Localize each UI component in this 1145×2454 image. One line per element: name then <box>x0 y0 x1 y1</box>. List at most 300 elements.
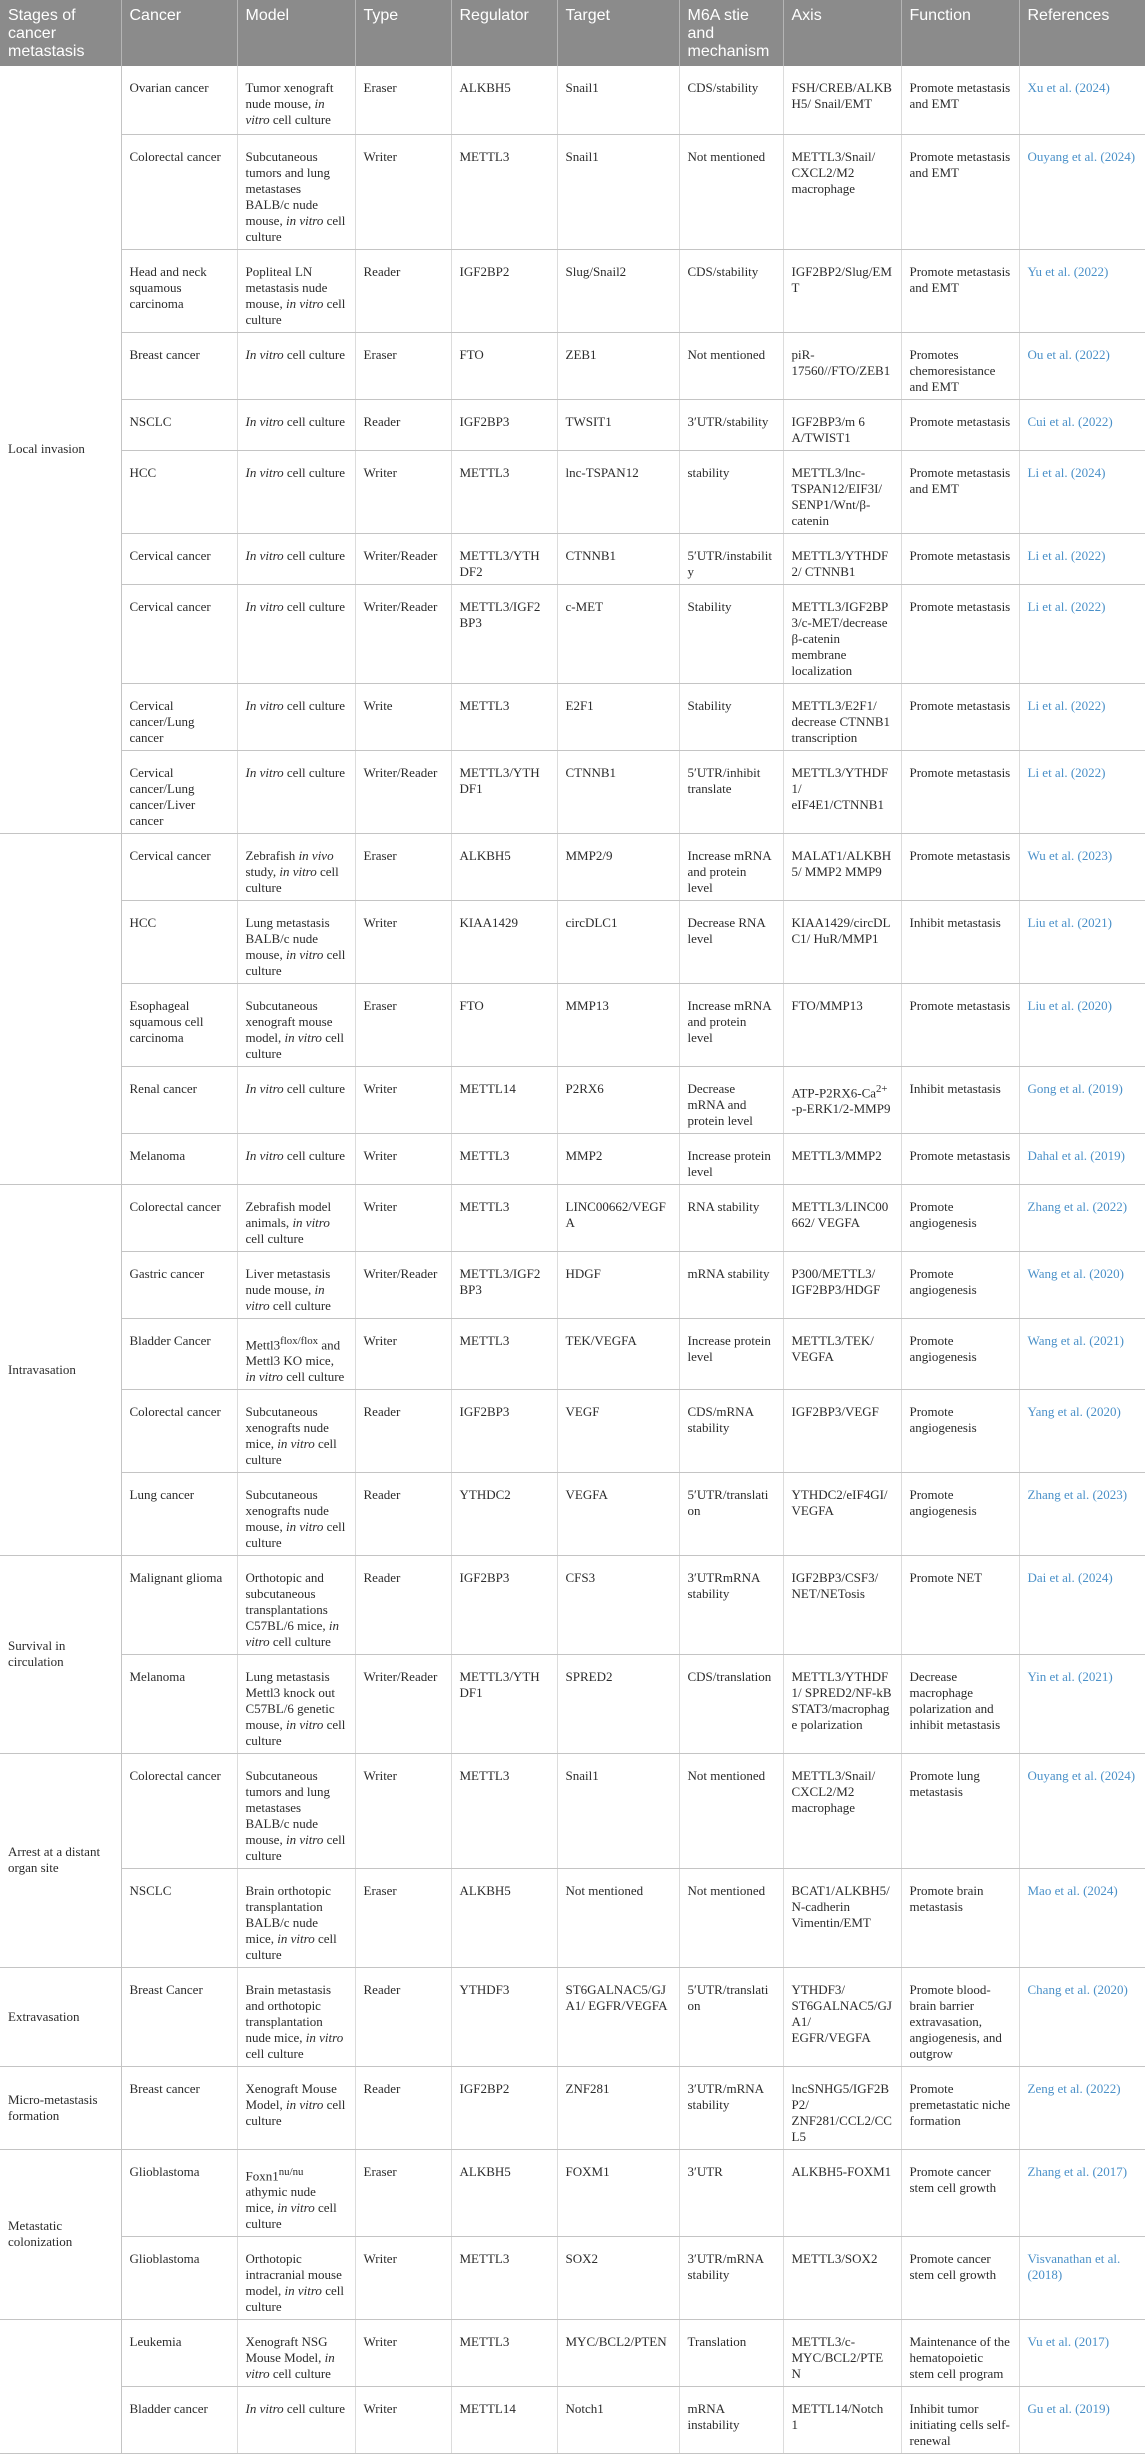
table-row <box>0 450 1145 533</box>
reference-link[interactable]: Yu et al. (2022) <box>1019 249 1145 332</box>
mechanism-cell: 3′UTR/mRNA stability <box>679 2066 783 2149</box>
regulator-cell: IGF2BP3 <box>451 1555 557 1654</box>
reference-link[interactable]: Liu et al. (2020) <box>1019 983 1145 1066</box>
function-cell: Maintenance of the hematopoietic stem cell program <box>901 2320 1019 2387</box>
target-cell: MYC/BCL2/PTEN <box>557 2320 679 2387</box>
header-row <box>0 0 1145 66</box>
cancer-cell: Breast cancer <box>121 332 237 399</box>
axis-cell: METTL3/c-MYC/BCL2/PTEN <box>783 2320 901 2387</box>
header-function: Function <box>901 0 1019 66</box>
cancer-cell: Colorectal cancer <box>121 1184 237 1251</box>
function-cell: Promote metastasis <box>901 683 1019 750</box>
regulator-cell: IGF2BP2 <box>451 249 557 332</box>
type-cell: Reader <box>355 2066 451 2149</box>
model-cell: Lung metastasis BALB/c nude mouse, in vitro cell culture <box>237 900 355 983</box>
model-cell: In vitro cell culture <box>237 750 355 833</box>
table-row <box>0 1868 1145 1967</box>
target-cell: MMP2/9 <box>557 833 679 900</box>
mechanism-cell: 3′UTR/mRNA stability <box>679 2237 783 2320</box>
axis-cell: METTL3/MMP2 <box>783 1133 901 1184</box>
table-row <box>0 134 1145 249</box>
header-regulator: Regulator <box>451 0 557 66</box>
target-cell: ZNF281 <box>557 2066 679 2149</box>
stage-cell: Intravasation <box>0 1184 121 1555</box>
axis-cell: METTL3/SOX2 <box>783 2237 901 2320</box>
regulator-cell: METTL14 <box>451 2387 557 2454</box>
regulator-cell: ALKBH5 <box>451 1868 557 1967</box>
reference-link[interactable]: Yang et al. (2020) <box>1019 1389 1145 1472</box>
mechanism-cell: Increase mRNA and protein level <box>679 983 783 1066</box>
mechanism-cell: 3′UTR/stability <box>679 399 783 450</box>
function-cell: Promote blood-brain barrier extravasation, angiogenesis, and outgrow <box>901 1967 1019 2066</box>
reference-link[interactable]: Ouyang et al. (2024) <box>1019 134 1145 249</box>
type-cell: Writer <box>355 1133 451 1184</box>
stage-cell <box>0 2320 121 2454</box>
type-cell: Writer <box>355 2320 451 2387</box>
regulator-cell: METTL3 <box>451 134 557 249</box>
model-cell: In vitro cell culture <box>237 1133 355 1184</box>
function-cell: Inhibit metastasis <box>901 900 1019 983</box>
table-row <box>0 1184 1145 1251</box>
target-cell: Snail1 <box>557 66 679 134</box>
function-cell: Inhibit tumor initiating cells self-renewal <box>901 2387 1019 2454</box>
type-cell: Reader <box>355 249 451 332</box>
axis-cell: METTL3/YTHDF1/ SPRED2/NF-kB STAT3/macrophage polarization <box>783 1654 901 1753</box>
reference-link[interactable]: Zhang et al. (2017) <box>1019 2149 1145 2236</box>
model-cell: Tumor xenograft nude mouse, in vitro cell culture <box>237 66 355 134</box>
axis-cell: IGF2BP3/m 6 A/TWIST1 <box>783 399 901 450</box>
cancer-cell: Cervical cancer <box>121 833 237 900</box>
target-cell: HDGF <box>557 1251 679 1318</box>
table-row <box>0 983 1145 1066</box>
table-row <box>0 900 1145 983</box>
target-cell: Snail1 <box>557 134 679 249</box>
model-cell: In vitro cell culture <box>237 332 355 399</box>
reference-link[interactable]: Yin et al. (2021) <box>1019 1654 1145 1753</box>
table-row <box>0 584 1145 683</box>
model-cell: Xenograft Mouse Model, in vitro cell culture <box>237 2066 355 2149</box>
table-row <box>0 750 1145 833</box>
type-cell: Writer <box>355 2237 451 2320</box>
stage-cell: Micro-metastasis formation <box>0 2066 121 2149</box>
regulator-cell: METTL3/YTHDF1 <box>451 1654 557 1753</box>
target-cell: CTNNB1 <box>557 533 679 584</box>
reference-link[interactable]: Chang et al. (2020) <box>1019 1967 1145 2066</box>
target-cell: P2RX6 <box>557 1066 679 1133</box>
header-model: Model <box>237 0 355 66</box>
table-row <box>0 1555 1145 1654</box>
function-cell: Promote metastasis <box>901 750 1019 833</box>
function-cell: Promote metastasis <box>901 983 1019 1066</box>
target-cell: TWSIT1 <box>557 399 679 450</box>
cancer-cell: Cervical cancer/Lung cancer/Liver cancer <box>121 750 237 833</box>
target-cell: Snail1 <box>557 1753 679 1868</box>
stage-cell: Metastatic colonization <box>0 2149 121 2319</box>
header-references: References <box>1019 0 1145 66</box>
type-cell: Reader <box>355 1967 451 2066</box>
reference-link[interactable]: Visvanathan et al. (2018) <box>1019 2237 1145 2320</box>
model-cell: $Foxn1^{nu/nu}$ athymic nude mice, in vitro cell culture <box>237 2149 355 2236</box>
regulator-cell: METTL3 <box>451 1133 557 1184</box>
table-row <box>0 1251 1145 1318</box>
cancer-cell: NSCLC <box>121 1868 237 1967</box>
type-cell: Eraser <box>355 2149 451 2236</box>
reference-link[interactable]: Li et al. (2024) <box>1019 450 1145 533</box>
type-cell: Eraser <box>355 833 451 900</box>
mechanism-cell: 5′UTR/translation <box>679 1967 783 2066</box>
regulator-cell: METTL3 <box>451 450 557 533</box>
model-cell: In vitro cell culture <box>237 584 355 683</box>
cancer-cell: Bladder cancer <box>121 2387 237 2454</box>
type-cell: Write <box>355 683 451 750</box>
axis-cell: IGF2BP3/CSF3/ NET/NETosis <box>783 1555 901 1654</box>
axis-cell: METTL3/E2F1/ decrease CTNNB1 transcription <box>783 683 901 750</box>
model-cell: In vitro cell culture <box>237 2387 355 2454</box>
axis-cell: FSH/CREB/ALKBH5/ Snail/EMT <box>783 66 901 134</box>
model-cell: In vitro cell culture <box>237 1066 355 1133</box>
function-cell: Promote metastasis and EMT <box>901 134 1019 249</box>
function-cell: Promote metastasis <box>901 584 1019 683</box>
cancer-cell: Ovarian cancer <box>121 66 237 134</box>
axis-cell: ALKBH5-FOXM1 <box>783 2149 901 2236</box>
stage-cell: Local invasion <box>0 66 121 833</box>
cancer-cell: NSCLC <box>121 399 237 450</box>
reference-link[interactable]: Li et al. (2022) <box>1019 584 1145 683</box>
function-cell: Promote angiogenesis <box>901 1184 1019 1251</box>
type-cell: Writer <box>355 1066 451 1133</box>
axis-cell: METTL3/Snail/ CXCL2/M2 macrophage <box>783 1753 901 1868</box>
table-row <box>0 1967 1145 2066</box>
function-cell: Promote metastasis <box>901 833 1019 900</box>
cancer-cell: Cervical cancer <box>121 533 237 584</box>
type-cell: Writer/Reader <box>355 584 451 683</box>
cancer-cell: Glioblastoma <box>121 2149 237 2236</box>
reference-link[interactable]: Ou et al. (2022) <box>1019 332 1145 399</box>
model-cell: Zebrafish in vivo study, in vitro cell culture <box>237 833 355 900</box>
mechanism-cell: 3′UTR <box>679 2149 783 2236</box>
type-cell: Writer <box>355 1318 451 1389</box>
model-cell: Zebrafish model animals, in vitro cell culture <box>237 1184 355 1251</box>
reference-link[interactable]: Xu et al. (2024) <box>1019 66 1145 134</box>
type-cell: Writer/Reader <box>355 1251 451 1318</box>
reference-link[interactable]: Liu et al. (2021) <box>1019 900 1145 983</box>
axis-cell: METTL3/IGF2BP3/c-MET/decrease β-catenin membrane localization <box>783 584 901 683</box>
mechanism-cell: Not mentioned <box>679 332 783 399</box>
type-cell: Writer <box>355 134 451 249</box>
mechanism-cell: CDS/stability <box>679 66 783 134</box>
reference-link[interactable]: Zhang et al. (2022) <box>1019 1184 1145 1251</box>
reference-link[interactable]: Zeng et al. (2022) <box>1019 2066 1145 2149</box>
reference-link[interactable]: Ouyang et al. (2024) <box>1019 1753 1145 1868</box>
regulator-cell: FTO <box>451 983 557 1066</box>
target-cell: circDLC1 <box>557 900 679 983</box>
function-cell: Promote metastasis and EMT <box>901 249 1019 332</box>
type-cell: Writer <box>355 2387 451 2454</box>
target-cell: Notch1 <box>557 2387 679 2454</box>
function-cell: Promote angiogenesis <box>901 1251 1019 1318</box>
regulator-cell: FTO <box>451 332 557 399</box>
cancer-cell: Glioblastoma <box>121 2237 237 2320</box>
function-cell: Promotes chemoresistance and EMT <box>901 332 1019 399</box>
function-cell: Inhibit metastasis <box>901 1066 1019 1133</box>
regulator-cell: METTL3 <box>451 1753 557 1868</box>
table-row <box>0 1318 1145 1389</box>
cancer-cell: Renal cancer <box>121 1066 237 1133</box>
target-cell: MMP13 <box>557 983 679 1066</box>
mechanism-cell: mRNA instability <box>679 2387 783 2454</box>
type-cell: Writer <box>355 1184 451 1251</box>
regulator-cell: METTL14 <box>451 1066 557 1133</box>
cancer-cell: Colorectal cancer <box>121 1753 237 1868</box>
model-cell: Orthotopic intracranial mouse model, in vitro cell culture <box>237 2237 355 2320</box>
function-cell: Promote angiogenesis <box>901 1318 1019 1389</box>
type-cell: Writer <box>355 900 451 983</box>
axis-cell: METTL14/Notch 1 <box>783 2387 901 2454</box>
type-cell: Writer/Reader <box>355 750 451 833</box>
type-cell: Reader <box>355 399 451 450</box>
mechanism-cell: CDS/translation <box>679 1654 783 1753</box>
reference-link[interactable]: Dai et al. (2024) <box>1019 1555 1145 1654</box>
reference-link[interactable]: Mao et al. (2024) <box>1019 1868 1145 1967</box>
axis-cell: YTHDC2/eIF4GI/ VEGFA <box>783 1472 901 1555</box>
mechanism-cell: 5′UTR/translation <box>679 1472 783 1555</box>
cancer-cell: Breast cancer <box>121 2066 237 2149</box>
reference-link[interactable]: Dahal et al. (2019) <box>1019 1133 1145 1184</box>
model-cell: Subcutaneous tumors and lung metastases BALB/c nude mouse, in vitro cell culture <box>237 134 355 249</box>
function-cell: Promote metastasis and EMT <box>901 66 1019 134</box>
cancer-cell: HCC <box>121 900 237 983</box>
regulator-cell: IGF2BP3 <box>451 1389 557 1472</box>
axis-cell: BCAT1/ALKBH5/N-cadherin Vimentin/EMT <box>783 1868 901 1967</box>
cancer-cell: Cervical cancer <box>121 584 237 683</box>
regulator-cell: METTL3/YTHDF1 <box>451 750 557 833</box>
header-mechanism: M6A stie and mechanism <box>679 0 783 66</box>
regulator-cell: KIAA1429 <box>451 900 557 983</box>
reference-link[interactable]: Gong et al. (2019) <box>1019 1066 1145 1133</box>
table-row <box>0 2237 1145 2320</box>
axis-cell: FTO/MMP13 <box>783 983 901 1066</box>
mechanism-cell: Decrease RNA level <box>679 900 783 983</box>
regulator-cell: ALKBH5 <box>451 66 557 134</box>
table-row <box>0 2387 1145 2454</box>
model-cell: Subcutaneous xenografts nude mice, in vitro cell culture <box>237 1389 355 1472</box>
target-cell: VEGFA <box>557 1472 679 1555</box>
table-row <box>0 2149 1145 2236</box>
model-cell: Subcutaneous xenograft mouse model, in vitro cell culture <box>237 983 355 1066</box>
table-row <box>0 1472 1145 1555</box>
target-cell: E2F1 <box>557 683 679 750</box>
regulator-cell: YTHDF3 <box>451 1967 557 2066</box>
mechanism-cell: mRNA stability <box>679 1251 783 1318</box>
mechanism-cell: Translation <box>679 2320 783 2387</box>
target-cell: SPRED2 <box>557 1654 679 1753</box>
target-cell: SOX2 <box>557 2237 679 2320</box>
table-row <box>0 2066 1145 2149</box>
type-cell: Eraser <box>355 1868 451 1967</box>
function-cell: Promote angiogenesis <box>901 1389 1019 1472</box>
target-cell: lnc-TSPAN12 <box>557 450 679 533</box>
target-cell: Slug/Snail2 <box>557 249 679 332</box>
function-cell: Promote NET <box>901 1555 1019 1654</box>
function-cell: Promote premetastatic niche formation <box>901 2066 1019 2149</box>
cancer-cell: Cervical cancer/Lung cancer <box>121 683 237 750</box>
mechanism-cell: RNA stability <box>679 1184 783 1251</box>
header-stage: Stages of cancer metastasis <box>0 0 121 66</box>
cancer-cell: HCC <box>121 450 237 533</box>
stage-cell: Extravasation <box>0 1967 121 2066</box>
mechanism-cell: CDS/mRNA stability <box>679 1389 783 1472</box>
target-cell: CTNNB1 <box>557 750 679 833</box>
table-row <box>0 1066 1145 1133</box>
function-cell: Promote cancer stem cell growth <box>901 2149 1019 2236</box>
reference-link[interactable]: Wang et al. (2020) <box>1019 1251 1145 1318</box>
type-cell: Writer/Reader <box>355 533 451 584</box>
reference-link[interactable]: Li et al. (2022) <box>1019 750 1145 833</box>
function-cell: Promote brain metastasis <box>901 1868 1019 1967</box>
axis-cell: IGF2BP2/Slug/EMT <box>783 249 901 332</box>
mechanism-cell: Stability <box>679 683 783 750</box>
type-cell: Writer/Reader <box>355 1654 451 1753</box>
table-row <box>0 249 1145 332</box>
axis-cell: METTL3/YTHDF2/ CTNNB1 <box>783 533 901 584</box>
function-cell: Promote metastasis <box>901 1133 1019 1184</box>
model-cell: Brain metastasis and orthotopic transplantation nude mice, in vitro cell culture <box>237 1967 355 2066</box>
reference-link[interactable]: Wu et al. (2023) <box>1019 833 1145 900</box>
header-cancer: Cancer <box>121 0 237 66</box>
target-cell: MMP2 <box>557 1133 679 1184</box>
axis-cell: METTL3/Snail/ CXCL2/M2 macrophage <box>783 134 901 249</box>
table-row <box>0 66 1145 134</box>
axis-cell: KIAA1429/circDLC1/ HuR/MMP1 <box>783 900 901 983</box>
header-axis: Axis <box>783 0 901 66</box>
cancer-cell: Esophageal squamous cell carcinoma <box>121 983 237 1066</box>
type-cell: Reader <box>355 1555 451 1654</box>
model-cell: Brain orthotopic transplantation BALB/c nude mice, in vitro cell culture <box>237 1868 355 1967</box>
model-cell: Liver metastasis nude mouse, in vitro cell culture <box>237 1251 355 1318</box>
regulator-cell: METTL3 <box>451 683 557 750</box>
model-cell: Subcutaneous xenografts nude mouse, in vitro cell culture <box>237 1472 355 1555</box>
axis-cell: METTL3/TEK/ VEGFA <box>783 1318 901 1389</box>
type-cell: Writer <box>355 450 451 533</box>
stage-cell: Arrest at a distant organ site <box>0 1753 121 1967</box>
regulator-cell: METTL3/IGF2BP3 <box>451 1251 557 1318</box>
model-cell: In vitro cell culture <box>237 683 355 750</box>
regulator-cell: IGF2BP2 <box>451 2066 557 2149</box>
table-header <box>0 0 1145 66</box>
regulator-cell: METTL3 <box>451 1318 557 1389</box>
axis-cell: MALAT1/ALKBH5/ MMP2 MMP9 <box>783 833 901 900</box>
cancer-cell: Melanoma <box>121 1654 237 1753</box>
cancer-cell: Malignant glioma <box>121 1555 237 1654</box>
type-cell: Reader <box>355 1389 451 1472</box>
function-cell: Promote lung metastasis <box>901 1753 1019 1868</box>
mechanism-cell: Increase mRNA and protein level <box>679 833 783 900</box>
axis-cell: IGF2BP3/VEGF <box>783 1389 901 1472</box>
model-cell: Popliteal LN metastasis nude mouse, in vitro cell culture <box>237 249 355 332</box>
model-cell: Xenograft NSG Mouse Model, in vitro cell culture <box>237 2320 355 2387</box>
cancer-cell: Melanoma <box>121 1133 237 1184</box>
table-body <box>0 66 1145 2454</box>
mechanism-cell: CDS/stability <box>679 249 783 332</box>
cancer-cell: Leukemia <box>121 2320 237 2387</box>
model-cell: In vitro cell culture <box>237 533 355 584</box>
target-cell: ST6GALNAC5/GJA1/ EGFR/VEGFA <box>557 1967 679 2066</box>
target-cell: c-MET <box>557 584 679 683</box>
axis-cell: YTHDF3/ ST6GALNAC5/GJA1/ EGFR/VEGFA <box>783 1967 901 2066</box>
header-target: Target <box>557 0 679 66</box>
axis-cell: lncSNHG5/IGF2BP2/ ZNF281/CCL2/CCL5 <box>783 2066 901 2149</box>
function-cell: Promote metastasis <box>901 533 1019 584</box>
table-row <box>0 332 1145 399</box>
function-cell: Promote angiogenesis <box>901 1472 1019 1555</box>
table-row <box>0 533 1145 584</box>
model-cell: In vitro cell culture <box>237 399 355 450</box>
regulator-cell: METTL3/IGF2BP3 <box>451 584 557 683</box>
reference-link[interactable]: Zhang et al. (2023) <box>1019 1472 1145 1555</box>
cancer-cell: Breast Cancer <box>121 1967 237 2066</box>
cancer-cell: Gastric cancer <box>121 1251 237 1318</box>
model-cell: Lung metastasis Mettl3 knock out C57BL/6 genetic mouse, in vitro cell culture <box>237 1654 355 1753</box>
axis-cell: METTL3/LINC00662/ VEGFA <box>783 1184 901 1251</box>
reference-link[interactable]: Li et al. (2022) <box>1019 533 1145 584</box>
cancer-cell: Colorectal cancer <box>121 1389 237 1472</box>
mechanism-cell: 5′UTR/instability <box>679 533 783 584</box>
axis-cell: METTL3/lnc-TSPAN12/EIF3I/ SENP1/Wnt/β-catenin <box>783 450 901 533</box>
table-row <box>0 1654 1145 1753</box>
cancer-cell: Bladder Cancer <box>121 1318 237 1389</box>
type-cell: Eraser <box>355 332 451 399</box>
axis-cell: piR-17560//FTO/ZEB1 <box>783 332 901 399</box>
reference-link[interactable]: Gu et al. (2019) <box>1019 2387 1145 2454</box>
target-cell: TEK/VEGFA <box>557 1318 679 1389</box>
axis-cell: METTL3/YTHDF1/ eIF4E1/CTNNB1 <box>783 750 901 833</box>
table-row <box>0 833 1145 900</box>
header-type: Type <box>355 0 451 66</box>
regulator-cell: METTL3 <box>451 2237 557 2320</box>
mechanism-cell: Not mentioned <box>679 134 783 249</box>
mechanism-cell: Decrease mRNA and protein level <box>679 1066 783 1133</box>
type-cell: Reader <box>355 1472 451 1555</box>
model-cell: Subcutaneous tumors and lung metastases BALB/c nude mouse, in vitro cell culture <box>237 1753 355 1868</box>
regulator-cell: METTL3/YTHDF2 <box>451 533 557 584</box>
function-cell: Promote cancer stem cell growth <box>901 2237 1019 2320</box>
function-cell: Promote metastasis and EMT <box>901 450 1019 533</box>
target-cell: FOXM1 <box>557 2149 679 2236</box>
cancer-cell: Lung cancer <box>121 1472 237 1555</box>
cancer-cell: Colorectal cancer <box>121 134 237 249</box>
reference-link[interactable]: Li et al. (2022) <box>1019 683 1145 750</box>
regulator-cell: IGF2BP3 <box>451 399 557 450</box>
table-row <box>0 1389 1145 1472</box>
reference-link[interactable]: Cui et al. (2022) <box>1019 399 1145 450</box>
target-cell: ZEB1 <box>557 332 679 399</box>
axis-cell: P300/METTL3/ IGF2BP3/HDGF <box>783 1251 901 1318</box>
stage-cell <box>0 833 121 1184</box>
model-cell: Orthotopic and subcutaneous transplantations C57BL/6 mice, in vitro cell culture <box>237 1555 355 1654</box>
stage-cell: Survival in circulation <box>0 1555 121 1753</box>
reference-link[interactable]: Wang et al. (2021) <box>1019 1318 1145 1389</box>
target-cell: CFS3 <box>557 1555 679 1654</box>
type-cell: Eraser <box>355 66 451 134</box>
regulator-cell: METTL3 <box>451 2320 557 2387</box>
mechanism-cell: 5′UTR/inhibit translate <box>679 750 783 833</box>
cancer-cell: Head and neck squamous carcinoma <box>121 249 237 332</box>
mechanism-cell: Increase protein level <box>679 1318 783 1389</box>
reference-link[interactable]: Vu et al. (2017) <box>1019 2320 1145 2387</box>
function-cell: Promote metastasis <box>901 399 1019 450</box>
regulator-cell: METTL3 <box>451 1184 557 1251</box>
mechanism-cell: Stability <box>679 584 783 683</box>
